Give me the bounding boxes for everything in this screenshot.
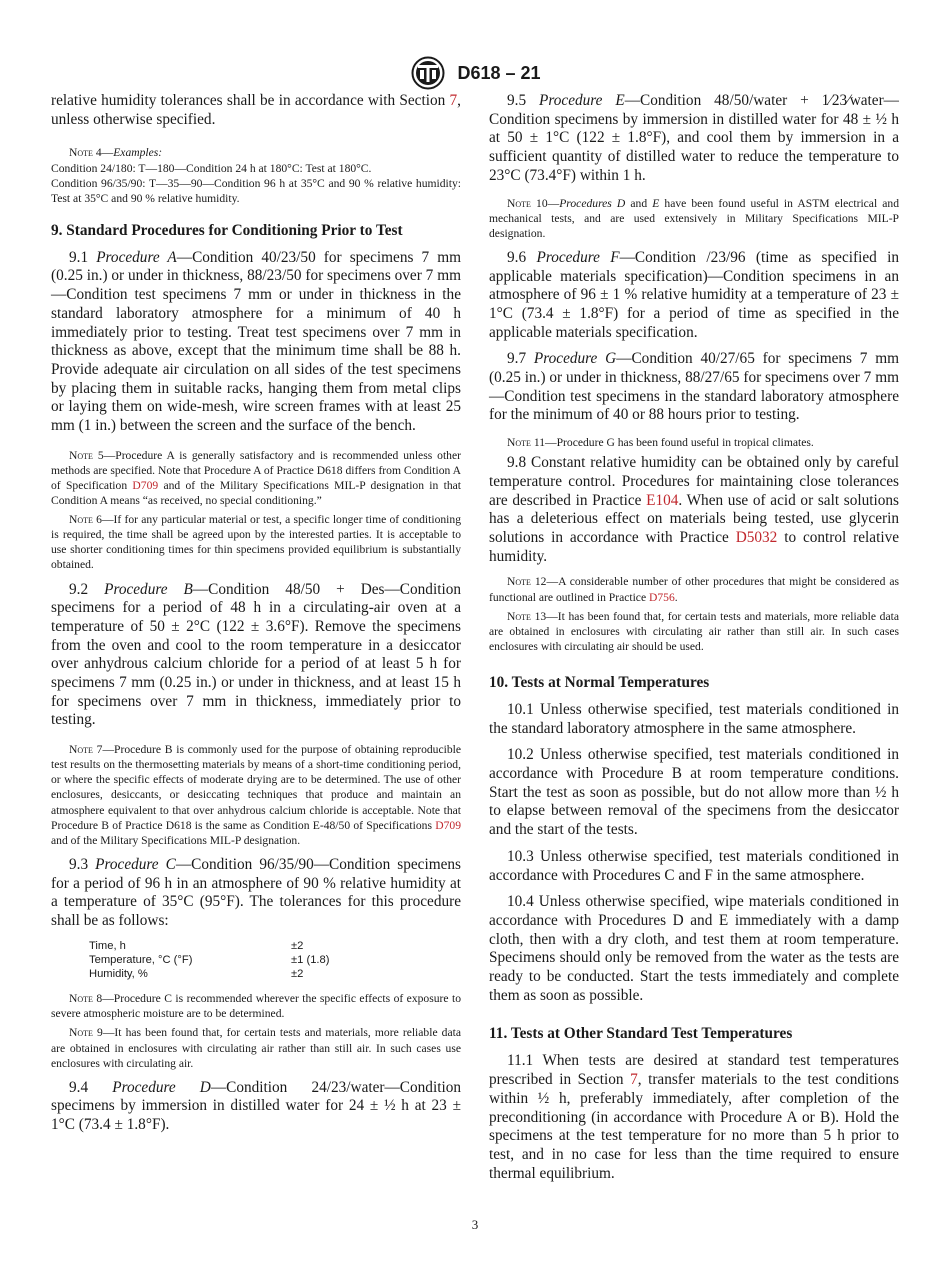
paragraph-10-4: 10.4 Unless otherwise specified, wipe materials conditioned in accordance with Procedures D and E immediately with a damp cloth, then with a dry cloth, and test them at room temperature. Specimens should only be removed from the water as the tests are ready to be conducted. Start the tests immediately and complete them as soon as possible.	[489, 893, 899, 1004]
table-row: Temperature, °C (°F) ±1 (1.8)	[89, 953, 330, 966]
note-title: Examples:	[113, 146, 163, 160]
paragraph-10-2: 10.2 Unless otherwise specified, test materials conditioned in accordance with Procedure B at room temperature conditions. Start the test as soon as possible, but do not allow more than ½ h to elapse between removal of the specimens from the desiccator and the start of the tests.	[489, 746, 899, 839]
table-row: Humidity, % ±2	[89, 968, 304, 981]
paragraph-9-2: 9.2 Procedure B—Condition 48/50 + Des—Condition specimens for a period of 48 h in a circulating-air oven at a temperature of 50 ± 2°C (122 ± 3.6°F). Remove the specimens from the oven and cool to the room temperature in a desiccator over anhydrous calcium chloride for a period of at least 5 h for specimens 7 mm (0.25 in.) or under in thickness, and at least 15 h for specimens over 7 mm in thickness, immediately prior to testing.	[51, 580, 461, 729]
astm-logo-icon	[409, 56, 447, 90]
note-7: Note 7—Procedure B is commonly used for the purpose of obtaining reproducible test results on the thermosetting materials by means of a short-time conditioning period, or where the specific effects of moderate drying are to be determined. The use of other enclosures, desiccants, or desiccating techniques that produce and maintain an atmosphere equivalent to that over anhydrous calcium chloride is acceptable. Note that Procedure B of Practice D618 is the same as Condition E-48/50 of Specifications D709 and of the Military Specifications MIL-P designation.	[51, 743, 462, 847]
reference-link[interactable]: D709	[435, 818, 461, 832]
paragraph-9-7: 9.7 Procedure G—Condition 40/27/65 for specimens 7 mm (0.25 in.) or under in thickness, 88/27/65 for specimens over 7 mm—Condition test specimens in the standard laboratory atmosphere for the minimum of 40 or 88 hours prior to testing.	[489, 350, 899, 424]
paragraph-10-1: 10.1 Unless otherwise specified, test materials conditioned in the standard laboratory atmosphere in the same atmosphere.	[489, 700, 899, 737]
page-number: 3	[471, 1217, 479, 1232]
paragraph-9-5: 9.5 Procedure E—Condition 48/50/water + 1⁄23⁄water—Condition specimens by immersion in distilled water for 48 ± ½ h at 50 ± 1°C (122 ± 1.8°F), and cool them by immersion in a sufficient quantity of distilled water to reduce the temperature to 23°C (73.4°F) within 1 h.	[489, 92, 899, 184]
paragraph-9-4: 9.4 Procedure D—Condition 24/23/water—Condition specimens by immersion in distilled water for 24 ± ½ h at 23 ± 1°C (73.4 ± 1.8°F).	[51, 1078, 462, 1134]
note-10: Note 10—Procedures D and E have been found useful in ASTM electrical and mechanical tests, and are used extensively in Military Specifications MIL-P designation.	[489, 196, 900, 240]
note-5: Note 5—Procedure A is generally satisfactory and is recommended unless other methods are specified. Note that Procedure A of Practice D618 differs from Condition A of Specification D709 and of the Military Specifications MIL-P designation in that Condition A means “as received, no special conditioning.”	[51, 448, 461, 508]
note-11: Note 11—Procedure G has been found useful in tropical climates.	[507, 436, 814, 450]
paragraph-9-6: 9.6 Procedure F—Condition /23/96 (time as specified in applicable materials specification)—Condition specimens in an atmosphere of 96 ± 1 % relative humidity at a temperature of 23 ± 1°C (73.4 ± 1.8°F) for a period of time as specified in the applicable materials specification.	[489, 248, 900, 341]
right-column	[489, 92, 899, 1191]
section-heading-10: 10. Tests at Normal Temperatures	[489, 673, 710, 691]
paragraph-9-8: 9.8 Constant relative humidity can be obtained only by careful temperature control. Procedures for maintaining close tolerances are described in Practice E104. When use of acid or salt solutions has a deleterious effect on materials being tested, use glycerin solutions in accordance with Practice D5032 to control relative humidity.	[489, 454, 900, 565]
reference-link[interactable]: D756	[649, 590, 675, 604]
section-heading-9: 9. Standard Procedures for Conditioning Prior to Test	[51, 221, 403, 239]
paragraph-9-1: 9.1 Procedure A—Condition 40/23/50 for specimens 7 mm (0.25 in.) or under in thickness, 88/23/50 for specimens over 7 mm—Condition test specimens 7 mm or under in thickness in the standard laboratory atmosphere for a minimum of 40 h immediately prior to testing. Treat test specimens over 7 mm in thickness as above, except that the minimum time shall be 88 h. Provide adequate air circulation on all sides of the test specimens by placing them in suitable racks, hanging them from metal clips or laying them on wide-mesh, wire screen frames with at least 25 mm (1 in.) between the screen and the surface of the bench.	[51, 248, 462, 435]
left-column	[51, 92, 461, 1143]
note-4: Note 4—Examples: Condition 24/180: T—180—Condition 24 h at 180°C: Test at 180°C. Condition 96/35/90: T—35—90—Condition 96 h at 35°C and 90 % relative humidity: Test at 35°C and 90 % relative humidity.	[51, 146, 461, 205]
reference-link[interactable]: D709	[132, 479, 159, 492]
document-designation: D618 – 21	[457, 62, 541, 83]
paragraph-10-3: 10.3 Unless otherwise specified, test materials conditioned in accordance with Procedures C and F in the same atmosphere.	[489, 847, 899, 884]
paragraph-9-3: 9.3 Procedure C—Condition 96/35/90—Condition specimens for a period of 96 h in an atmosphere of 90 % relative humidity at a temperature of 35°C (95°F). The tolerances for this procedure shall be as follows:	[51, 855, 461, 929]
section-heading-11: 11. Tests at Other Standard Test Temperatures	[489, 1025, 793, 1043]
paragraph-continuation: relative humidity tolerances shall be in accordance with Section 7, unless otherwise specified.	[51, 92, 461, 128]
note-12: Note 12—A considerable number of other procedures that might be considered as functional are outlined in Practice D756.	[489, 575, 899, 604]
reference-link[interactable]: D5032	[735, 529, 778, 547]
note-6: Note 6—If for any particular material or test, a specific longer time of conditioning is required, the time shall be agreed upon by the interested parties. It is acceptable to use shorter conditioning times for thin specimens provided equilibrium is substantially obtained.	[51, 513, 461, 572]
note-line: Condition 24/180: T—180—Condition 24 h at 180°C: Test at 180°C.	[51, 161, 372, 175]
note-line: Condition 96/35/90: T—35—90—Condition 96 h at 35°C and 90 % relative humidity: Test at 35°C and 90 % relative humidity.	[51, 176, 461, 205]
paragraph-11-1: 11.1 When tests are desired at standard test temperatures prescribed in Section 7, transfer materials to the test conditions within ½ h, preferably immediately, after completion of the preconditioning (in accordance with Procedure A or B). Hold the specimens at the test temperature for no more than 5 h prior to test, and in no case for less than the time required to ensure thermal equilibrium.	[489, 1052, 900, 1182]
note-13: Note 13—It has been found that, for certain tests and materials, more reliable data are obtained in enclosures with circulating air rather than still air. In such cases enclosures with circulating air should be used.	[489, 609, 899, 653]
note-8: Note 8—Procedure C is recommended wherever the specific effects of exposure to severe atmospheric moisture are to be determined.	[51, 992, 461, 1021]
note-9: Note 9—It has been found that, for certain tests and materials, more reliable data are obtained in enclosures with circulating air rather than still air. In such cases use enclosures with circulating air.	[51, 1026, 461, 1070]
table-row: Time, h ±2	[89, 939, 304, 952]
note-label: Note 4	[69, 146, 102, 160]
reference-link[interactable]: E104	[646, 491, 679, 509]
tolerance-table	[89, 939, 329, 982]
page-header	[0, 56, 950, 90]
section-link[interactable]: 7	[449, 92, 458, 109]
section-link[interactable]: 7	[630, 1071, 638, 1089]
